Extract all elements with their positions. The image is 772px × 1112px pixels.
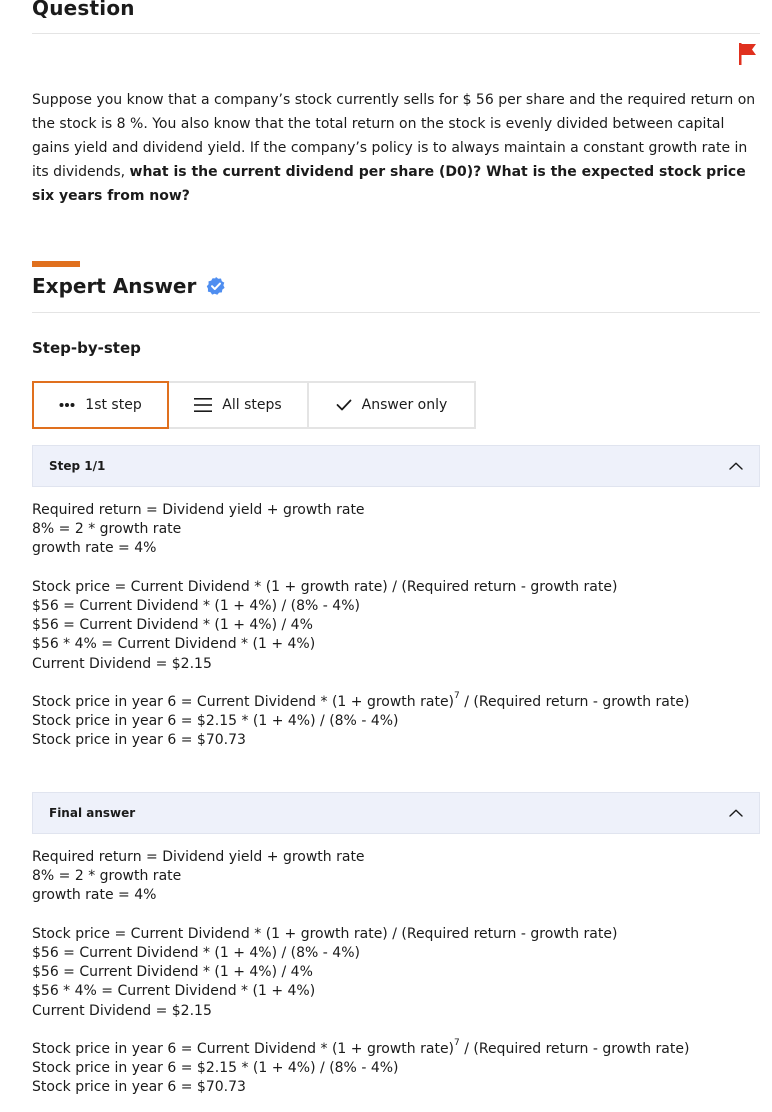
divider — [32, 33, 760, 34]
chevron-up-icon[interactable] — [729, 462, 743, 470]
expert-answer-heading — [32, 274, 226, 298]
list-icon — [194, 397, 212, 413]
solution-line: 8% = 2 * growth rate — [32, 868, 182, 885]
solution-line: Stock price = Current Dividend * (1 + growth rate) / (Required return - growth rate) — [32, 925, 618, 942]
solution-line: Required return = Dividend yield + growth rate — [32, 849, 365, 865]
solution-line — [32, 559, 760, 578]
solution-line: Stock price in year 6 = $2.15 * (1 + 4%) / (8% - 4%) — [32, 713, 399, 730]
final-answer-accordion-header[interactable] — [32, 792, 760, 834]
verified-badge-icon — [206, 276, 226, 296]
solution-line-text: Stock price in year 6 = Current Dividend * (1 + growth rate) — [32, 693, 455, 710]
solution-line: $56 = Current Dividend * (1 + 4%) / 4% — [32, 964, 313, 981]
final-answer-label: Final answer — [49, 806, 136, 820]
solution-line: $56 = Current Dividend * (1 + 4%) / (8% - 4%) — [32, 944, 360, 961]
solution-line: Stock price in year 6 = $70.73 — [32, 732, 246, 749]
divider — [32, 312, 760, 313]
solution-line: $56 = Current Dividend * (1 + 4%) / (8% - 4%) — [32, 597, 360, 614]
solution-line-suffix: / (Required return - growth rate) — [459, 1040, 690, 1057]
solution-line — [32, 906, 760, 925]
question-text-bold: what is the current dividend per share (D0)? What is the expected stock price six years from now? — [32, 164, 746, 204]
solution-line — [32, 1021, 760, 1040]
solution-line: 8% = 2 * growth rate — [32, 521, 182, 538]
question-heading: Question — [32, 0, 135, 20]
solution-line: growth rate = 4% — [32, 887, 157, 904]
solution-line: Stock price in year 6 = $2.15 * (1 + 4%) / (8% - 4%) — [32, 1060, 399, 1077]
solution-line: $56 * 4% = Current Dividend * (1 + 4%) — [32, 636, 316, 653]
final-answer-solution — [32, 848, 760, 1097]
solution-line: Stock price = Current Dividend * (1 + growth rate) / (Required return - growth rate) — [32, 578, 618, 595]
tab-all-steps[interactable] — [167, 381, 309, 429]
tab-label: All steps — [222, 397, 282, 413]
exponent: 7 — [454, 1037, 460, 1048]
tab-label: Answer only — [361, 397, 448, 413]
check-icon — [336, 399, 352, 411]
ellipsis-icon — [59, 402, 75, 408]
solution-line: Current Dividend = $2.15 — [32, 1002, 212, 1019]
step-accordion-header[interactable] — [32, 445, 760, 487]
exponent: 7 — [454, 690, 460, 701]
solution-line: Required return = Dividend yield + growth rate — [32, 502, 365, 518]
accent-bar — [32, 261, 80, 267]
solution-line — [32, 674, 760, 693]
solution-line-exponent — [32, 690, 760, 712]
solution-line-exponent — [32, 1037, 760, 1059]
question-text — [32, 88, 758, 208]
solution-line-suffix: / (Required return - growth rate) — [459, 693, 690, 710]
solution-line: Stock price in year 6 = $70.73 — [32, 1079, 246, 1096]
solution-line: $56 * 4% = Current Dividend * (1 + 4%) — [32, 983, 316, 1000]
answer-view-tabs — [32, 381, 476, 429]
flag-icon[interactable] — [739, 43, 757, 65]
tab-label: 1st step — [85, 397, 142, 413]
step-solution — [32, 501, 760, 750]
tab-answer-only[interactable] — [307, 381, 476, 429]
solution-line-text: Stock price in year 6 = Current Dividend * (1 + growth rate) — [32, 1040, 455, 1057]
step-by-step-heading: Step-by-step — [32, 339, 141, 357]
chevron-up-icon[interactable] — [729, 809, 743, 817]
expert-answer-title: Expert Answer — [32, 274, 197, 298]
solution-line: growth rate = 4% — [32, 540, 157, 557]
question-text-plain: Suppose you know that a company’s stock currently sells for $ 56 per share and the required return on the stock is 8 %. You also know that the total return on the stock is evenly divided between capital gains yield and dividend yield. If the company’s policy is to always maintain a constant growth rate in its dividends, — [32, 92, 756, 180]
solution-line: $56 = Current Dividend * (1 + 4%) / 4% — [32, 617, 313, 634]
step-label: Step 1/1 — [49, 459, 106, 473]
solution-line: Current Dividend = $2.15 — [32, 655, 212, 672]
tab-1st-step[interactable] — [32, 381, 169, 429]
